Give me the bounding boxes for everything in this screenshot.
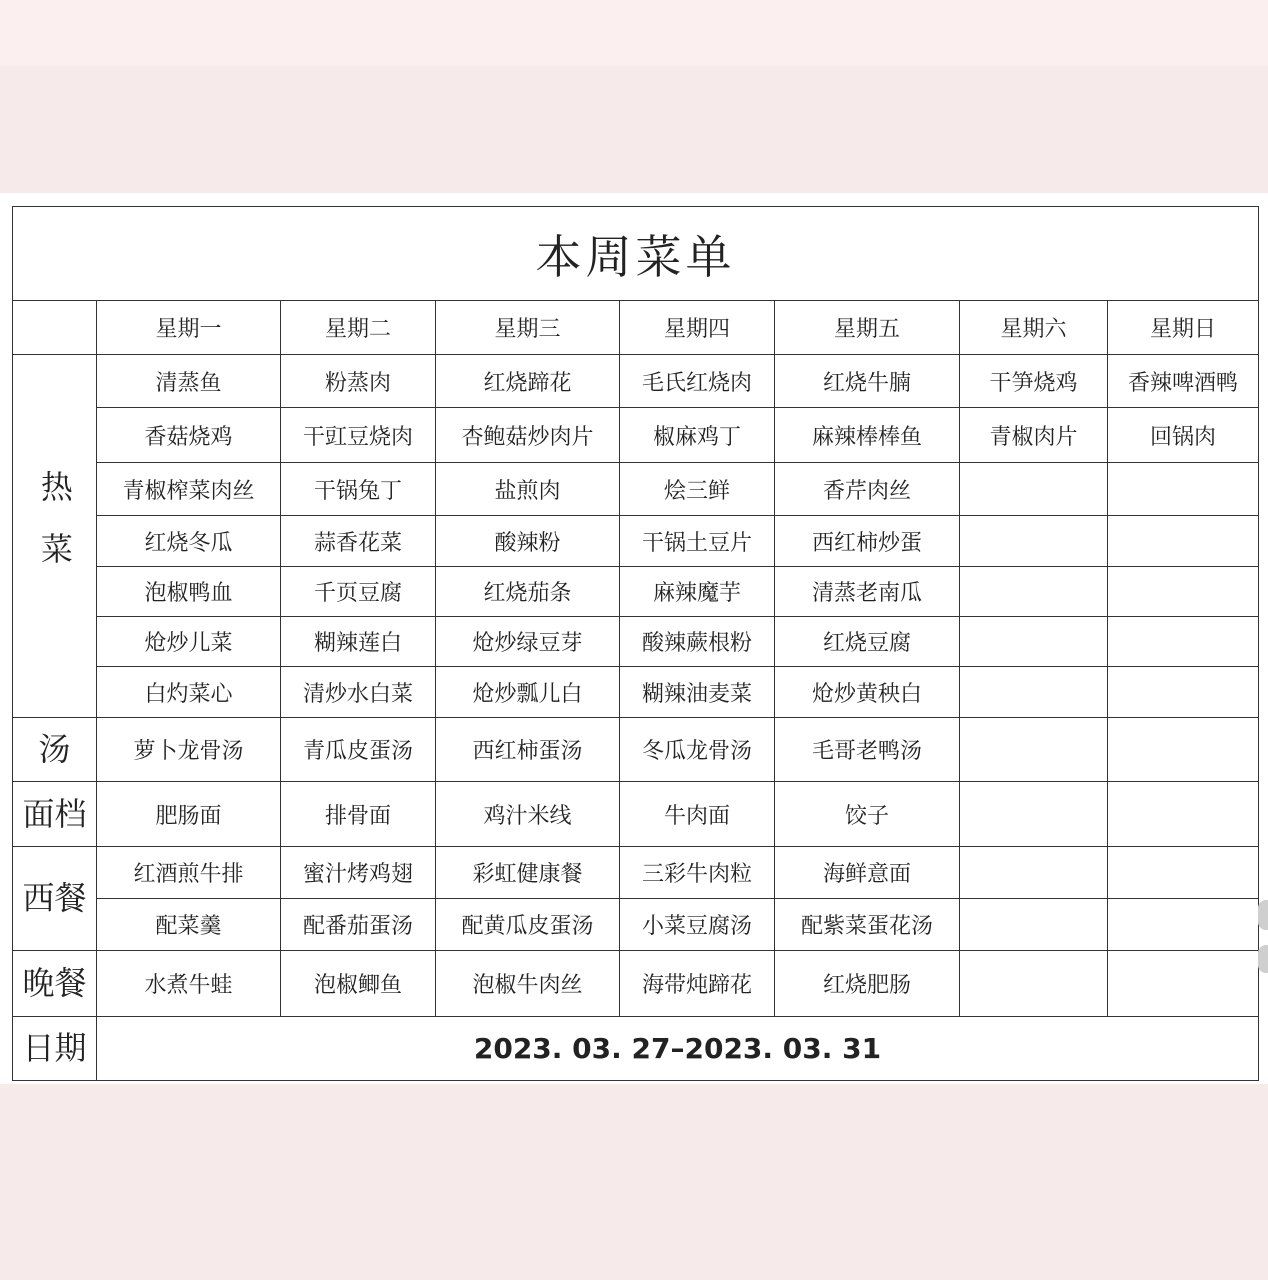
date-label: 日期 bbox=[13, 1017, 97, 1081]
title-row bbox=[13, 207, 1259, 301]
dish-cell: 炝炒绿豆芽 bbox=[436, 617, 620, 667]
dish-cell bbox=[1108, 617, 1259, 667]
menu-row bbox=[13, 355, 1259, 408]
dish-cell: 椒麻鸡丁 bbox=[620, 408, 775, 463]
dish-cell bbox=[960, 847, 1108, 899]
dish-cell: 红酒煎牛排 bbox=[97, 847, 281, 899]
category-text: 面档 bbox=[22, 794, 87, 833]
dish-cell: 盐煎肉 bbox=[436, 463, 620, 516]
menu-row bbox=[13, 782, 1259, 847]
dish-cell: 干锅土豆片 bbox=[620, 516, 775, 567]
dish-cell: 炝炒儿菜 bbox=[97, 617, 281, 667]
dish-cell: 排骨面 bbox=[281, 782, 436, 847]
menu-row bbox=[13, 516, 1259, 567]
menu-row bbox=[13, 617, 1259, 667]
dish-cell: 萝卜龙骨汤 bbox=[97, 718, 281, 782]
dish-cell: 海带炖蹄花 bbox=[620, 951, 775, 1017]
dish-cell bbox=[1108, 782, 1259, 847]
dish-cell: 青椒肉片 bbox=[960, 408, 1108, 463]
dish-cell bbox=[1108, 951, 1259, 1017]
weekday-header: 星期五 bbox=[775, 301, 960, 355]
dish-cell: 酸辣粉 bbox=[436, 516, 620, 567]
dish-cell: 饺子 bbox=[775, 782, 960, 847]
dish-cell bbox=[1108, 667, 1259, 718]
weekly-menu-table bbox=[12, 206, 1259, 1081]
date-range: 2023. 03. 27–2023. 03. 31 bbox=[97, 1017, 1259, 1081]
dish-cell: 海鲜意面 bbox=[775, 847, 960, 899]
dish-cell bbox=[1108, 463, 1259, 516]
dish-cell bbox=[960, 718, 1108, 782]
dish-cell: 干笋烧鸡 bbox=[960, 355, 1108, 408]
weekday-header: 星期日 bbox=[1108, 301, 1259, 355]
corner-cell bbox=[13, 301, 97, 355]
dish-cell: 泡椒鲫鱼 bbox=[281, 951, 436, 1017]
dish-cell: 泡椒牛肉丝 bbox=[436, 951, 620, 1017]
dish-cell: 清蒸老南瓜 bbox=[775, 567, 960, 617]
category-text: 西餐 bbox=[22, 879, 87, 918]
dish-cell bbox=[960, 951, 1108, 1017]
menu-row bbox=[13, 567, 1259, 617]
dish-cell: 青瓜皮蛋汤 bbox=[281, 718, 436, 782]
dish-cell: 配黄瓜皮蛋汤 bbox=[436, 899, 620, 951]
dish-cell: 干锅兔丁 bbox=[281, 463, 436, 516]
dish-cell bbox=[960, 463, 1108, 516]
dish-cell: 炝炒瓢儿白 bbox=[436, 667, 620, 718]
dish-cell bbox=[1108, 847, 1259, 899]
date-row bbox=[13, 1017, 1259, 1081]
dish-cell: 冬瓜龙骨汤 bbox=[620, 718, 775, 782]
dish-cell: 烩三鲜 bbox=[620, 463, 775, 516]
menu-row bbox=[13, 899, 1259, 951]
menu-row bbox=[13, 408, 1259, 463]
dish-cell: 配番茄蛋汤 bbox=[281, 899, 436, 951]
dish-cell: 配紫菜蛋花汤 bbox=[775, 899, 960, 951]
weekday-header-row bbox=[13, 301, 1259, 355]
dish-cell: 清炒水白菜 bbox=[281, 667, 436, 718]
category-text: 汤 bbox=[38, 730, 71, 769]
dish-cell: 香菇烧鸡 bbox=[97, 408, 281, 463]
dish-cell: 杏鲍菇炒肉片 bbox=[436, 408, 620, 463]
dish-cell bbox=[1108, 516, 1259, 567]
dish-cell: 千页豆腐 bbox=[281, 567, 436, 617]
dish-cell: 香辣啤酒鸭 bbox=[1108, 355, 1259, 408]
dish-cell: 红烧冬瓜 bbox=[97, 516, 281, 567]
dish-cell: 红烧肥肠 bbox=[775, 951, 960, 1017]
dish-cell bbox=[1108, 899, 1259, 951]
menu-row bbox=[13, 463, 1259, 516]
dish-cell: 红烧牛腩 bbox=[775, 355, 960, 408]
category-label bbox=[13, 782, 97, 847]
menu-row bbox=[13, 667, 1259, 718]
page-title: 本周菜单 bbox=[13, 207, 1259, 301]
menu-row bbox=[13, 847, 1259, 899]
category-label bbox=[13, 718, 97, 782]
dish-cell: 炝炒黄秧白 bbox=[775, 667, 960, 718]
dish-cell bbox=[960, 667, 1108, 718]
dish-cell: 青椒榨菜肉丝 bbox=[97, 463, 281, 516]
side-scroll-handle bbox=[1258, 900, 1268, 930]
dish-cell: 清蒸鱼 bbox=[97, 355, 281, 408]
dish-cell: 水煮牛蛙 bbox=[97, 951, 281, 1017]
weekday-header: 星期三 bbox=[436, 301, 620, 355]
menu-row bbox=[13, 951, 1259, 1017]
dish-cell: 麻辣魔芋 bbox=[620, 567, 775, 617]
dish-cell: 红烧豆腐 bbox=[775, 617, 960, 667]
side-scroll-handle bbox=[1258, 945, 1268, 973]
dish-cell: 糊辣油麦菜 bbox=[620, 667, 775, 718]
dish-cell: 麻辣棒棒鱼 bbox=[775, 408, 960, 463]
dish-cell bbox=[960, 567, 1108, 617]
dish-cell: 回锅肉 bbox=[1108, 408, 1259, 463]
dish-cell bbox=[960, 617, 1108, 667]
dish-cell: 西红柿炒蛋 bbox=[775, 516, 960, 567]
dish-cell bbox=[960, 516, 1108, 567]
dish-cell: 配菜羹 bbox=[97, 899, 281, 951]
dish-cell: 肥肠面 bbox=[97, 782, 281, 847]
dish-cell bbox=[1108, 567, 1259, 617]
dish-cell: 彩虹健康餐 bbox=[436, 847, 620, 899]
category-label bbox=[13, 951, 97, 1017]
dish-cell: 牛肉面 bbox=[620, 782, 775, 847]
dish-cell: 毛哥老鸭汤 bbox=[775, 718, 960, 782]
category-label bbox=[13, 847, 97, 951]
category-label bbox=[13, 355, 97, 718]
dish-cell: 蜜汁烤鸡翅 bbox=[281, 847, 436, 899]
dish-cell: 泡椒鸭血 bbox=[97, 567, 281, 617]
dish-cell: 鸡汁米线 bbox=[436, 782, 620, 847]
dish-cell: 红烧茄条 bbox=[436, 567, 620, 617]
dish-cell bbox=[960, 899, 1108, 951]
dish-cell: 粉蒸肉 bbox=[281, 355, 436, 408]
dish-cell bbox=[960, 782, 1108, 847]
dish-cell: 白灼菜心 bbox=[97, 667, 281, 718]
dish-cell: 糊辣莲白 bbox=[281, 617, 436, 667]
dish-cell: 干豇豆烧肉 bbox=[281, 408, 436, 463]
dish-cell: 蒜香花菜 bbox=[281, 516, 436, 567]
dish-cell: 西红柿蛋汤 bbox=[436, 718, 620, 782]
weekday-header: 星期一 bbox=[97, 301, 281, 355]
dish-cell: 三彩牛肉粒 bbox=[620, 847, 775, 899]
dish-cell bbox=[1108, 718, 1259, 782]
weekday-header: 星期六 bbox=[960, 301, 1108, 355]
category-text: 晚餐 bbox=[22, 964, 87, 1003]
category-text: 热菜 bbox=[35, 470, 74, 595]
menu-row bbox=[13, 718, 1259, 782]
top-background-band bbox=[0, 0, 1268, 66]
weekday-header: 星期四 bbox=[620, 301, 775, 355]
dish-cell: 毛氏红烧肉 bbox=[620, 355, 775, 408]
dish-cell: 小菜豆腐汤 bbox=[620, 899, 775, 951]
dish-cell: 红烧蹄花 bbox=[436, 355, 620, 408]
dish-cell: 香芹肉丝 bbox=[775, 463, 960, 516]
dish-cell: 酸辣蕨根粉 bbox=[620, 617, 775, 667]
weekday-header: 星期二 bbox=[281, 301, 436, 355]
